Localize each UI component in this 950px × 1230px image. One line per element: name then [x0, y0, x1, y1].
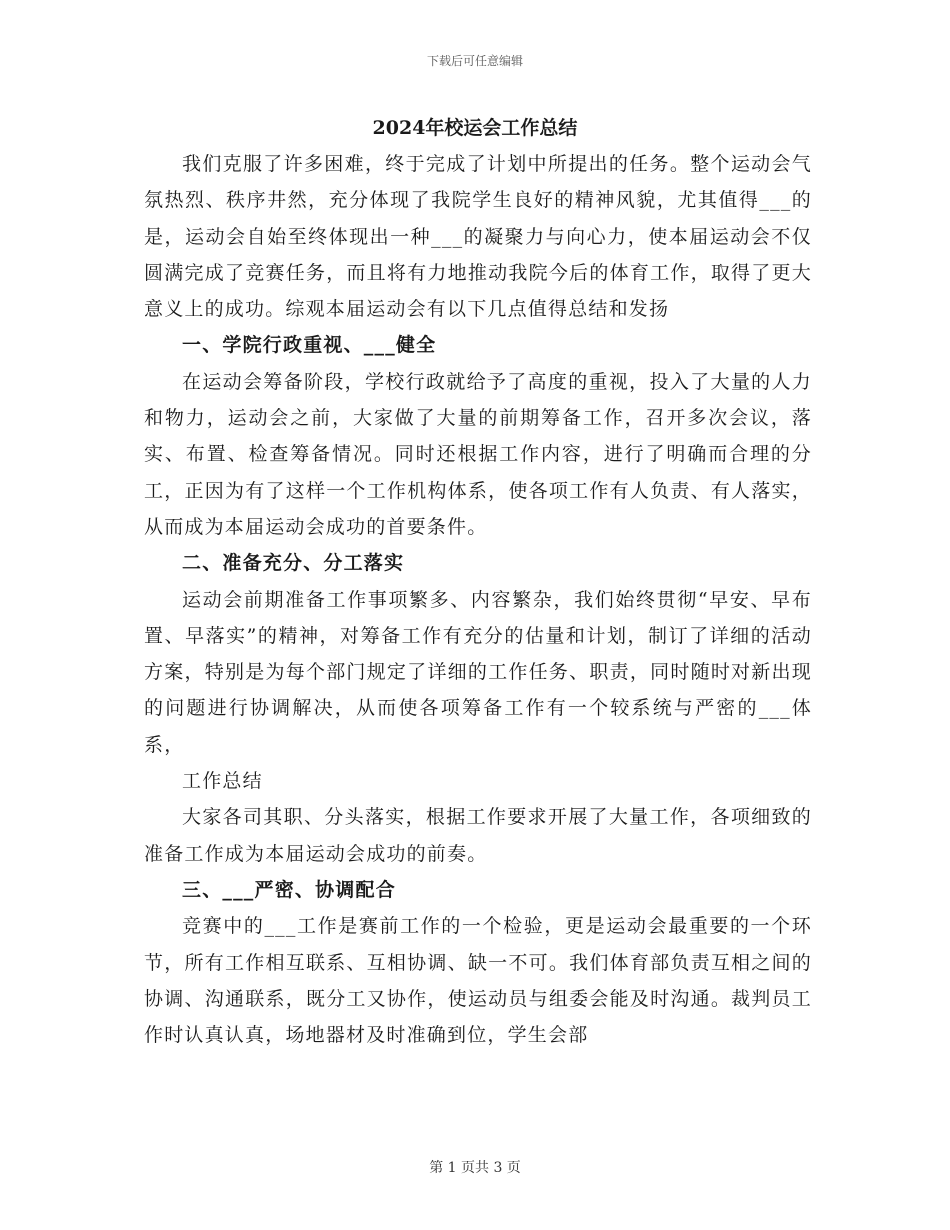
document-body: [144, 146, 812, 1053]
document-title: 2024年校运会工作总结: [372, 117, 578, 139]
section-heading-1: 一、学院行政重视、___健全: [182, 334, 437, 357]
section-3-paragraph: 竞赛中的___工作是赛前工作的一个检验，更是运动会最重要的一个环节，所有工作相互联系、互相协调、缺一不可。我们体育部负责互相之间的协调、沟通联系，既分工又协作，使运动员与组委会能及时沟通。裁判员工作时认真认真，场地器材及时准确到位，学生会部: [144, 915, 812, 1047]
section-2-paragraph: 运动会前期准备工作事项繁多、内容繁杂，我们始终贯彻“早安、早布置、早落实”的精神，对筹备工作有充分的估量和计划，制订了详细的活动方案，特别是为每个部门规定了详细的工作任务、职责，同时随时对新出现的问题进行协调解决，从而使各项筹备工作有一个较系统与严密的___体系，: [144, 588, 812, 756]
section-2-continuation: 大家各司其职、分头落实，根据工作要求开展了大量工作，各项细致的准备工作成为本届运动会成功的前奏。: [144, 806, 812, 865]
section-1-paragraph: 在运动会筹备阶段，学校行政就给予了高度的重视，投入了大量的人力和物力，运动会之前，大家做了大量的前期筹备工作，召开多次会议，落实、布置、检查筹备情况。同时还根据工作内容，进行了明确而合理的分工，正因为有了这样一个工作机构体系，使各项工作有人负责、有人落实，从而成为本届运动会成功的首要条件。: [144, 370, 812, 538]
work-summary-line: 工作总结: [182, 770, 263, 793]
intro-paragraph: 我们克服了许多困难，终于完成了计划中所提出的任务。整个运动会气氛热烈、秩序井然，充分体现了我院学生良好的精神风貌，尤其值得___的是，运动会自始至终体现出一种___的凝聚力与向心力，使本届运动会不仅圆满完成了竞赛任务，而且将有力地推动我院今后的体育工作，取得了更大意义上的成功。综观本届运动会有以下几点值得总结和发扬: [144, 153, 812, 321]
section-heading-3: 三、___严密、协调配合: [182, 878, 396, 901]
page-number: 第 1 页共 3 页: [429, 1160, 521, 1176]
section-heading-2: 二、准备充分、分工落实: [182, 552, 405, 575]
header-note: 下载后可任意编辑: [426, 54, 523, 68]
